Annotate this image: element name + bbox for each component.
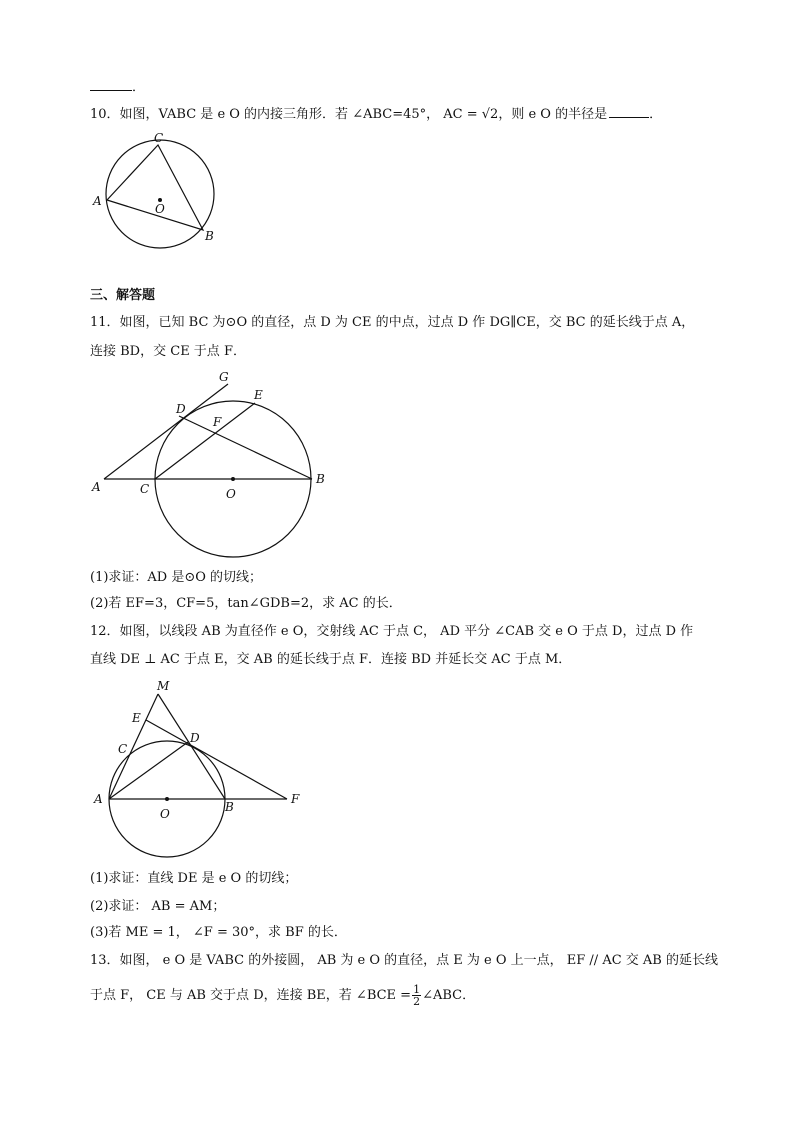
q11-line1: 11．如图，已知 BC 为⊙O 的直径，点 D 为 CE 的中点，过点 D 作 DG∥CE，交 BC 的延长线于点 A，	[90, 315, 695, 330]
q11-label-O: O	[226, 487, 236, 501]
q12-label-D: D	[190, 731, 200, 745]
q10-label-B: B	[205, 229, 214, 243]
fraction-half: $\frac{1}{2}$	[413, 983, 421, 1008]
q12-label-O: O	[160, 807, 170, 821]
q12-line-EF	[146, 720, 287, 799]
q11-label-G: G	[219, 370, 229, 384]
q11-label-D: D	[176, 402, 186, 416]
q10-text: 10．如图，VABC 是 e O 的内接三角形．若 ∠ABC=45°， AC = √2，则 e O 的半径是 ．	[90, 107, 663, 122]
q12-line-AM	[109, 694, 158, 799]
q11-label-B: B	[316, 472, 325, 486]
q12-sub2: (2)求证： AB = AM；	[90, 899, 226, 914]
q12-label-F: F	[291, 792, 300, 806]
q10-label-A: A	[93, 194, 102, 208]
q12-sub1: (1)求证：直线 DE 是 e O 的切线；	[90, 871, 298, 886]
q10-label-C: C	[154, 131, 164, 145]
q11-line2: 连接 BD，交 CE 于点 F．	[90, 344, 246, 359]
q13-line1: 13．如图， e O 是 VABC 的外接圆， AB 为 e O 的直径，点 E 为 e O 上一点， EF // AC 交 AB 的延长线	[90, 953, 718, 968]
q12-label-B: B	[225, 800, 234, 814]
q11-sub2: (2)若 EF=3，CF=5，tan∠GDB=2，求 AC 的长．	[90, 596, 402, 611]
q11-label-C: C	[140, 482, 150, 496]
q12-label-E: E	[132, 711, 141, 725]
q10-label-O: O	[155, 202, 165, 216]
section-title: 三、解答题	[90, 288, 156, 303]
q11-label-E: E	[254, 388, 263, 402]
q12-line2: 直线 DE ⊥ AC 于点 E，交 AB 的延长线于点 F．连接 BD 并延长交 AC 于点 M．	[90, 652, 572, 667]
q11-label-A: A	[92, 480, 101, 494]
q13-line2: 于点 F， CE 与 AB 交于点 D，连接 BE，若 ∠BCE = $\frac{1}{2}$ ∠ABC．	[90, 983, 476, 1008]
q12-label-A: A	[94, 792, 103, 806]
q12-label-M: M	[157, 679, 170, 693]
q12-line1: 12．如图，以线段 AB 为直径作 e O，交射线 AC 于点 C， AD 平分 ∠CAB 交 e O 于点 D，过点 D 作	[90, 624, 694, 639]
q12-sub3: (3)若 ME = 1， ∠F = 30°，求 BF 的长．	[90, 925, 347, 940]
q12-center-dot	[165, 797, 169, 801]
q12-line-MB	[158, 694, 225, 799]
q11-label-F: F	[213, 415, 222, 429]
q12-label-C: C	[118, 742, 128, 756]
q11-sub1: (1)求证：AD 是⊙O 的切线；	[90, 570, 263, 585]
top-fragment: ．	[90, 78, 145, 97]
